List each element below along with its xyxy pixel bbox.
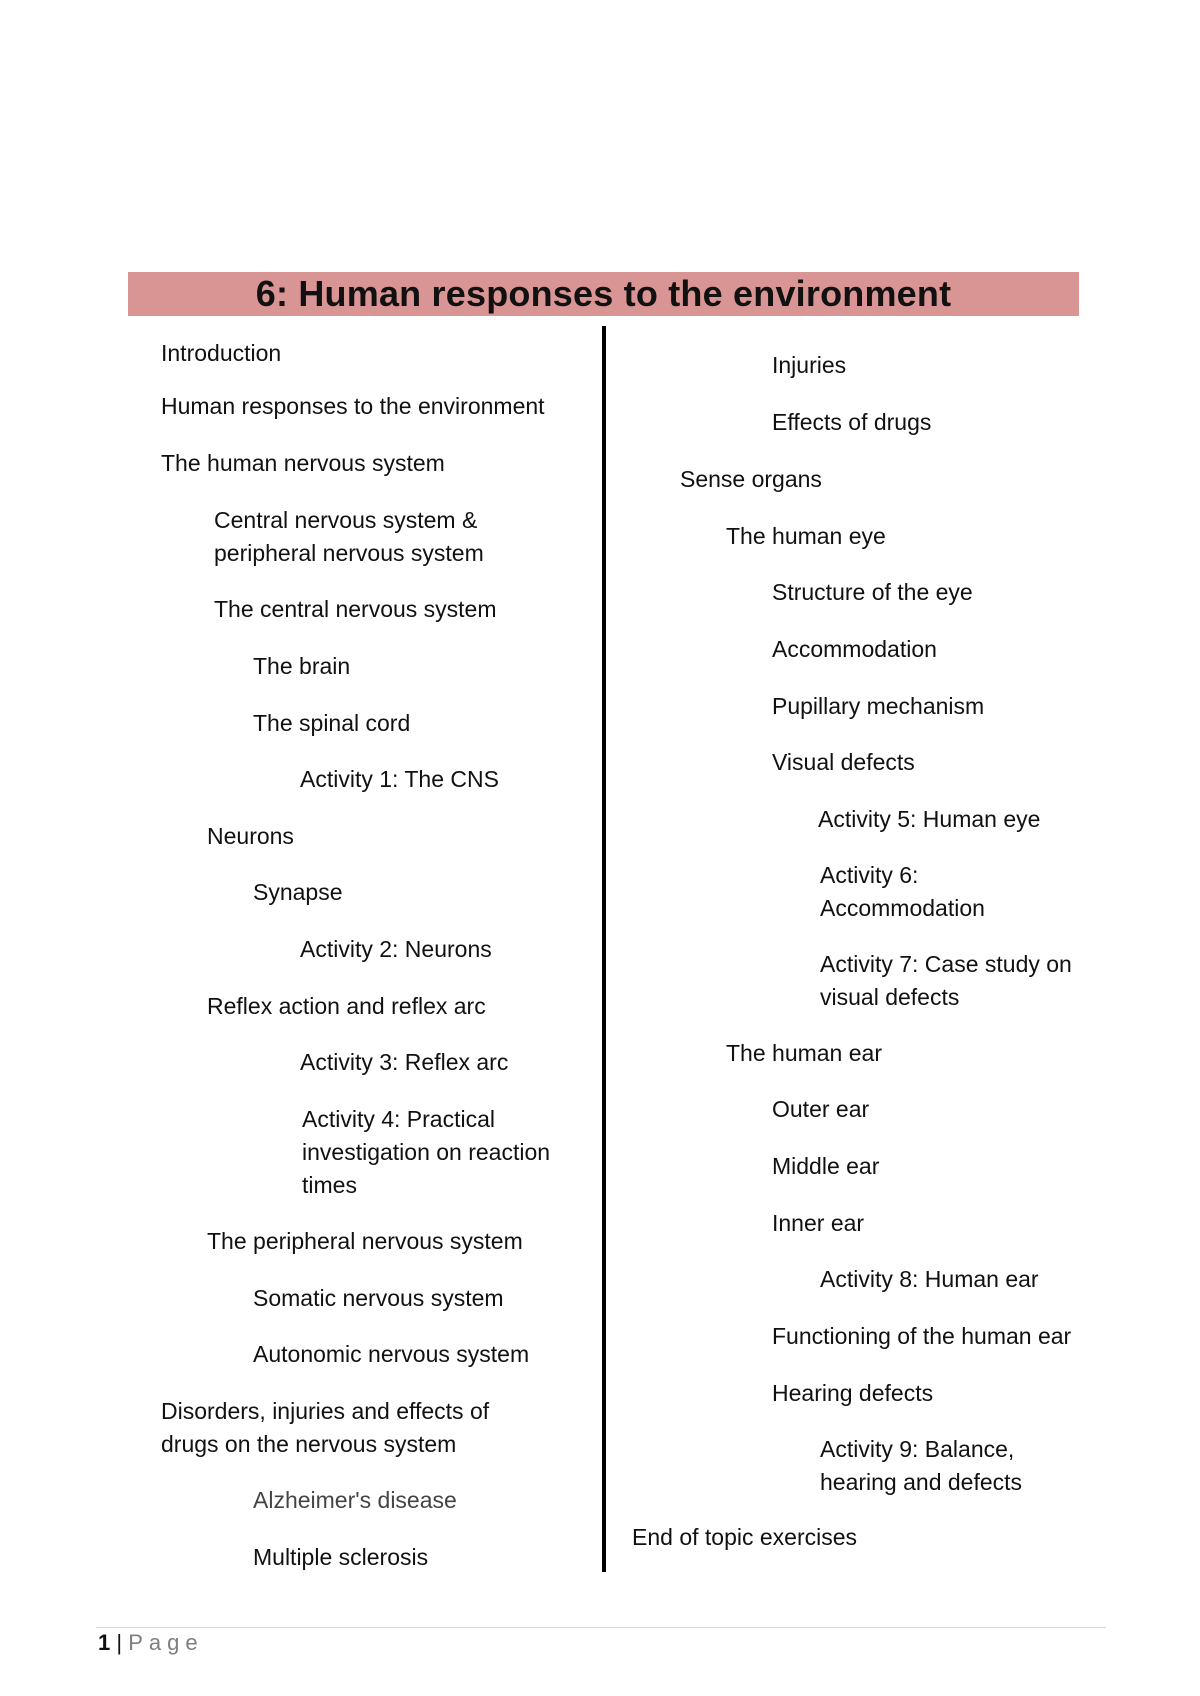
toc-item[interactable]: Activity 6: Accommodation	[820, 862, 985, 921]
toc-item[interactable]: The central nervous system	[214, 596, 497, 622]
toc-item[interactable]: Outer ear	[772, 1096, 870, 1122]
toc-item[interactable]: Neurons	[207, 823, 294, 849]
toc-item[interactable]: Visual defects	[772, 749, 915, 775]
toc-item[interactable]: Structure of the eye	[772, 579, 973, 605]
toc-item[interactable]: Activity 8: Human ear	[820, 1266, 1039, 1292]
toc-item[interactable]: Activity 2: Neurons	[300, 936, 492, 962]
page-title: 6: Human responses to the environment	[255, 273, 952, 314]
toc-item[interactable]: Middle ear	[772, 1153, 880, 1179]
toc-item[interactable]: Activity 7: Case study on visual defects	[820, 951, 1072, 1010]
toc-item[interactable]: Multiple sclerosis	[253, 1544, 429, 1570]
toc-item[interactable]: Autonomic nervous system	[253, 1341, 530, 1367]
page-number: 1	[98, 1630, 111, 1655]
toc-item[interactable]: Introduction	[161, 340, 282, 366]
toc-item[interactable]: The human eye	[726, 523, 886, 549]
toc-item[interactable]: Hearing defects	[772, 1380, 934, 1406]
toc-item[interactable]: The peripheral nervous system	[207, 1228, 523, 1254]
toc-item[interactable]: Activity 5: Human eye	[818, 806, 1041, 832]
page-label: Page	[128, 1630, 204, 1655]
toc-item[interactable]: Synapse	[253, 879, 343, 905]
toc-item[interactable]: Inner ear	[772, 1210, 865, 1236]
toc-item[interactable]: Disorders, injuries and effects of drugs on the nervous system	[161, 1398, 490, 1457]
toc-item[interactable]: Activity 3: Reflex arc	[300, 1049, 509, 1075]
toc-item[interactable]: Central nervous system & peripheral nervous system	[214, 507, 484, 566]
toc-item[interactable]: Somatic nervous system	[253, 1285, 504, 1311]
toc-item[interactable]: The brain	[253, 653, 351, 679]
footer-rule	[96, 1627, 1106, 1628]
toc-item[interactable]: Accommodation	[772, 636, 937, 662]
toc-item[interactable]: The human nervous system	[161, 450, 445, 476]
column-divider	[602, 326, 606, 1572]
footer-separator: |	[110, 1630, 129, 1655]
toc-item[interactable]: Activity 1: The CNS	[300, 766, 499, 792]
toc-item[interactable]: Alzheimer's disease	[253, 1487, 457, 1513]
title-band	[128, 272, 1079, 316]
toc-item[interactable]: Sense organs	[680, 466, 822, 492]
toc-item[interactable]: The human ear	[726, 1040, 882, 1066]
toc-item[interactable]: The spinal cord	[253, 710, 411, 736]
toc-item[interactable]: Human responses to the environment	[161, 393, 545, 419]
toc-item[interactable]: Activity 9: Balance, hearing and defects	[820, 1436, 1023, 1495]
toc-item[interactable]: Functioning of the human ear	[772, 1323, 1072, 1349]
toc-item[interactable]: Reflex action and reflex arc	[207, 993, 486, 1019]
toc-item[interactable]: End of topic exercises	[632, 1524, 858, 1550]
toc-item[interactable]: Activity 4: Practical investigation on reaction times	[302, 1106, 551, 1198]
toc-item[interactable]: Pupillary mechanism	[772, 693, 985, 719]
page-footer	[98, 1628, 204, 1658]
toc-item[interactable]: Effects of drugs	[772, 409, 932, 435]
toc-item[interactable]: Injuries	[772, 352, 847, 378]
